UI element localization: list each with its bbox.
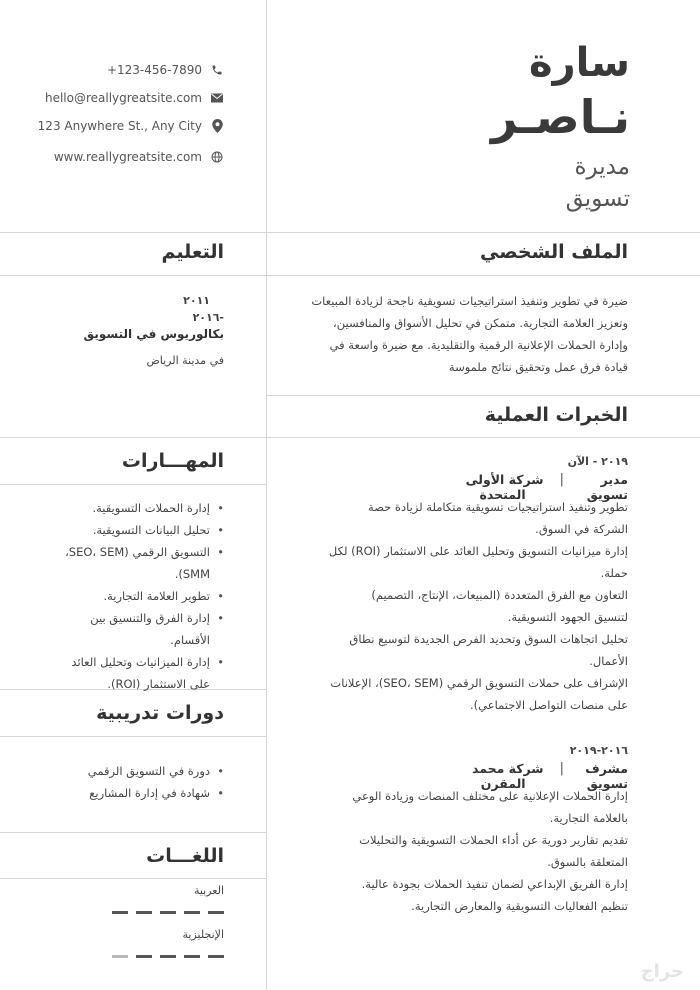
profile-heading: الملف الشخصي — [479, 241, 628, 263]
skills-list — [24, 497, 224, 695]
language-level-bar — [74, 911, 224, 914]
contact-phone — [107, 63, 224, 77]
job-role-line: تسويق — [586, 487, 628, 502]
skill-item: • إدارة الحملات التسويقية. — [24, 497, 224, 519]
divider — [0, 232, 700, 233]
job-duty-line: تقديم تقارير دورية عن أداء الحملات التسويقية والتحليلات — [359, 833, 628, 847]
first-name: سارة — [529, 40, 630, 86]
job-duty-line: تحليل اتجاهات السوق وتحديد الفرص الجديدة لتوسيع نطاق — [349, 632, 628, 646]
skill-item: • إدارة الميزانيات وتحليل العائد — [24, 651, 224, 673]
divider — [266, 395, 700, 396]
envelope-icon — [210, 91, 224, 105]
contact-website — [54, 150, 224, 164]
job-duty-line: تطوير وتنفيذ استراتيجيات تسويقية متكاملة لزيادة حصة — [368, 500, 628, 514]
languages-list — [74, 884, 224, 972]
website-text: www.reallygreatsite.com — [53, 150, 202, 164]
divider — [0, 484, 266, 485]
job-entry — [298, 744, 628, 917]
job-period: ٢٠١٩ - الآن — [567, 455, 628, 468]
job-duty-line: إدارة الفريق الإبداعي لضمان تنفيذ الحملات بجودة عالية. — [361, 877, 628, 891]
job-description — [298, 785, 628, 917]
job-description — [298, 496, 628, 716]
level-segment — [208, 911, 224, 914]
location-pin-icon — [210, 119, 224, 133]
education-place: في مدينة الرياض — [146, 354, 224, 367]
contact-email — [45, 91, 224, 105]
skill-item: • التسويق الرقمي (SEO، SEM، — [24, 541, 224, 563]
course-item: • شهادة في إدارة المشاريع — [24, 782, 224, 804]
job-duty-line: تنظيم الفعاليات التسويقية والمعارض التجارية. — [411, 899, 628, 913]
job-separator: | — [559, 472, 564, 487]
job-duty-line: المتعلقة بالسوق. — [547, 855, 628, 869]
job-duty-line: الشركة في السوق. — [535, 522, 628, 536]
level-segment — [184, 955, 200, 958]
courses-list — [24, 760, 224, 804]
level-segment — [160, 911, 176, 914]
skill-item: على الاستثمار (ROI). — [107, 677, 210, 691]
phone-icon — [210, 63, 224, 77]
skill-item: SMM). — [174, 567, 210, 581]
skill-item: الأقسام. — [170, 633, 210, 647]
job-duty-line: التعاون مع الفرق المتعددة (المبيعات، الإنتاج، التصميم) — [371, 588, 628, 602]
skill-item: • تطوير العلامة التجارية. — [24, 585, 224, 607]
job-duty-line: إدارة ميزانيات التسويق وتحليل العائد على الاستثمار (ROI) لكل — [328, 544, 628, 558]
job-duty-line: لتنسيق الجهود التسويقية. — [507, 610, 628, 624]
job-duty-line: حملة. — [600, 566, 628, 580]
job-duty-line: بالعلامة التجارية. — [549, 811, 628, 825]
address-text: 123 Anywhere St., Any City — [37, 119, 202, 133]
course-item: • دورة في التسويق الرقمي — [24, 760, 224, 782]
divider — [0, 878, 266, 879]
divider — [0, 736, 266, 737]
profile-text: ضيرة في تطوير وتنفيذ استراتيجيات تسويقية ناجحة لزيادة المبيعات وتعزيز العلامة التجارية. متمكن في تحليل الأسواق والمنافسين، وإدارة الحملات الإعلانية الرقمية والتقليدية. مع ضيرة واسعة في قيادة فرق عمل وتحقيق نتائج ملموسة — [311, 294, 628, 374]
courses-heading: دورات تدريبية — [96, 702, 224, 724]
divider — [0, 437, 700, 438]
languages-heading: اللغـــات — [146, 845, 224, 867]
job-role-line: مدير — [600, 472, 628, 487]
level-segment — [208, 955, 224, 958]
education-heading: التعليم — [161, 241, 224, 263]
language-name: الإنجليزية — [182, 928, 224, 941]
email-text: hello@reallygreatsite.com — [44, 91, 202, 105]
phone-text: +123-456-7890 — [106, 63, 202, 77]
job-company-line: شركة محمد — [471, 761, 544, 776]
contact-address — [38, 119, 224, 133]
education-year-end: -٢٠١٦ — [192, 311, 224, 324]
experience-list — [298, 455, 628, 917]
job-period: ٢٠١٦-٢٠١٩ — [569, 744, 628, 757]
job-duty-line: الإشراف على حملات التسويق الرقمي (SEO، SEM)، الإعلانات — [330, 676, 628, 690]
column-divider — [266, 0, 267, 990]
skill-item: • إدارة الفرق والتنسيق بين — [24, 607, 224, 629]
job-separator: | — [559, 761, 564, 776]
job-title-line2: تسويق — [565, 186, 630, 212]
experience-heading: الخبرات العملية — [484, 404, 628, 426]
language-level-bar — [74, 955, 224, 958]
job-role-line: مشرف — [585, 761, 628, 776]
job-title-line1: مديرة — [574, 154, 630, 180]
level-segment — [112, 955, 128, 958]
level-segment — [160, 955, 176, 958]
job-entry — [298, 455, 628, 716]
job-duty-line: إدارة الحملات الإعلانية على مختلف المنصات وزيادة الوعي — [352, 789, 628, 803]
job-duty-line: الأعمال. — [589, 654, 628, 668]
job-company-line: المتحدة — [479, 487, 526, 502]
skill-item: • تحليل البيانات التسويقية. — [24, 519, 224, 541]
job-duty-line: على منصات التواصل الاجتماعي). — [469, 698, 628, 712]
job-role-line: تسويق — [586, 776, 628, 791]
skills-heading: المهـــارات — [121, 450, 224, 472]
last-name: نـاصـر — [490, 90, 630, 144]
level-segment — [112, 911, 128, 914]
level-segment — [136, 955, 152, 958]
education-year-start: ٢٠١١ — [183, 294, 210, 307]
education-degree: بكالوريوس في التسويق — [83, 327, 224, 341]
language-name: العربية — [193, 884, 224, 897]
level-segment — [136, 911, 152, 914]
level-segment — [184, 911, 200, 914]
divider — [0, 832, 266, 833]
globe-icon — [210, 150, 224, 164]
watermark: حراج — [640, 961, 684, 982]
divider — [0, 275, 700, 276]
job-company-line: شركة الأولى — [465, 472, 544, 487]
job-company-line: المقرن — [480, 776, 526, 791]
